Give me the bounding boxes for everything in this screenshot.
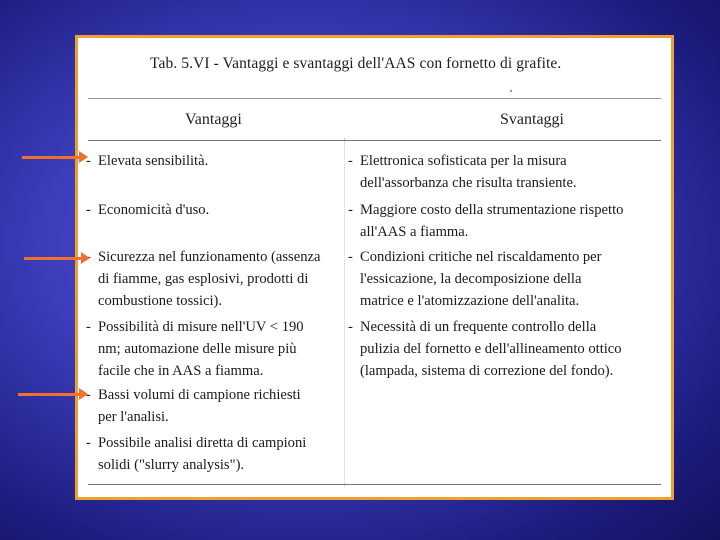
header-vantaggi: Vantaggi: [185, 111, 242, 128]
advantage-text: Bassi volumi di campione richiesti per l'analisi.: [98, 387, 301, 425]
bullet-dash: -: [348, 249, 353, 265]
disadvantage-text: Elettronica sofisticata per la misura dell'assorbanza che risulta transiente.: [360, 153, 577, 191]
disadvantage-text: Necessità di un frequente controllo della pulizia del fornetto e dell'allineamento ottico (lampada, sistema di correzione del fondo).: [360, 319, 622, 379]
bullet-dash: -: [86, 319, 91, 335]
table-frame: [75, 35, 674, 500]
bullet-dash: -: [348, 153, 353, 169]
disadvantage-item: [348, 150, 666, 194]
speck: [510, 90, 512, 92]
bullet-dash: -: [86, 153, 91, 169]
arrow-right-icon: [22, 156, 80, 159]
advantage-text: Economicità d'uso.: [98, 202, 210, 218]
bullet-dash: -: [86, 202, 91, 218]
advantage-text: Elevata sensibilità.: [98, 153, 209, 169]
disadvantage-text: Condizioni critiche nel riscaldamento per l'essicazione, la decomposizione della matrice e l'atomizzazione dell'analita.: [360, 249, 602, 309]
advantage-text: Possibilità di misure nell'UV < 190 nm; automazione delle misure più facile che in AAS a fiamma.: [98, 319, 304, 379]
advantage-item: [86, 246, 344, 312]
arrow-right-icon: [24, 257, 82, 260]
advantage-item: [86, 384, 344, 428]
advantage-item: [86, 432, 344, 476]
bullet-dash: -: [348, 319, 353, 335]
disadvantage-item: [348, 246, 666, 312]
arrow-right-icon: [18, 393, 80, 396]
header-svantaggi: Svantaggi: [500, 111, 564, 128]
bullet-dash: -: [348, 202, 353, 218]
advantage-item: [86, 316, 344, 382]
disadvantage-text: Maggiore costo della strumentazione rispetto all'AAS a fiamma.: [360, 202, 624, 240]
disadvantage-item: [348, 199, 666, 243]
disadvantage-item: [348, 316, 666, 382]
table-title: Tab. 5.VI - Vantaggi e svantaggi dell'AAS con fornetto di grafite.: [150, 55, 562, 72]
advantage-item: [86, 199, 344, 221]
bullet-dash: -: [86, 387, 91, 403]
column-divider: [344, 138, 345, 486]
bullet-dash: -: [86, 435, 91, 451]
rule-header: [88, 140, 661, 141]
advantage-item: [86, 150, 344, 172]
rule-bottom: [88, 484, 661, 485]
advantage-text: Sicurezza nel funzionamento (assenza di fiamme, gas esplosivi, prodotti di combustione tossici).: [98, 249, 321, 309]
advantage-text: Possibile analisi diretta di campioni solidi ("slurry analysis").: [98, 435, 307, 473]
rule-top: [88, 98, 661, 99]
